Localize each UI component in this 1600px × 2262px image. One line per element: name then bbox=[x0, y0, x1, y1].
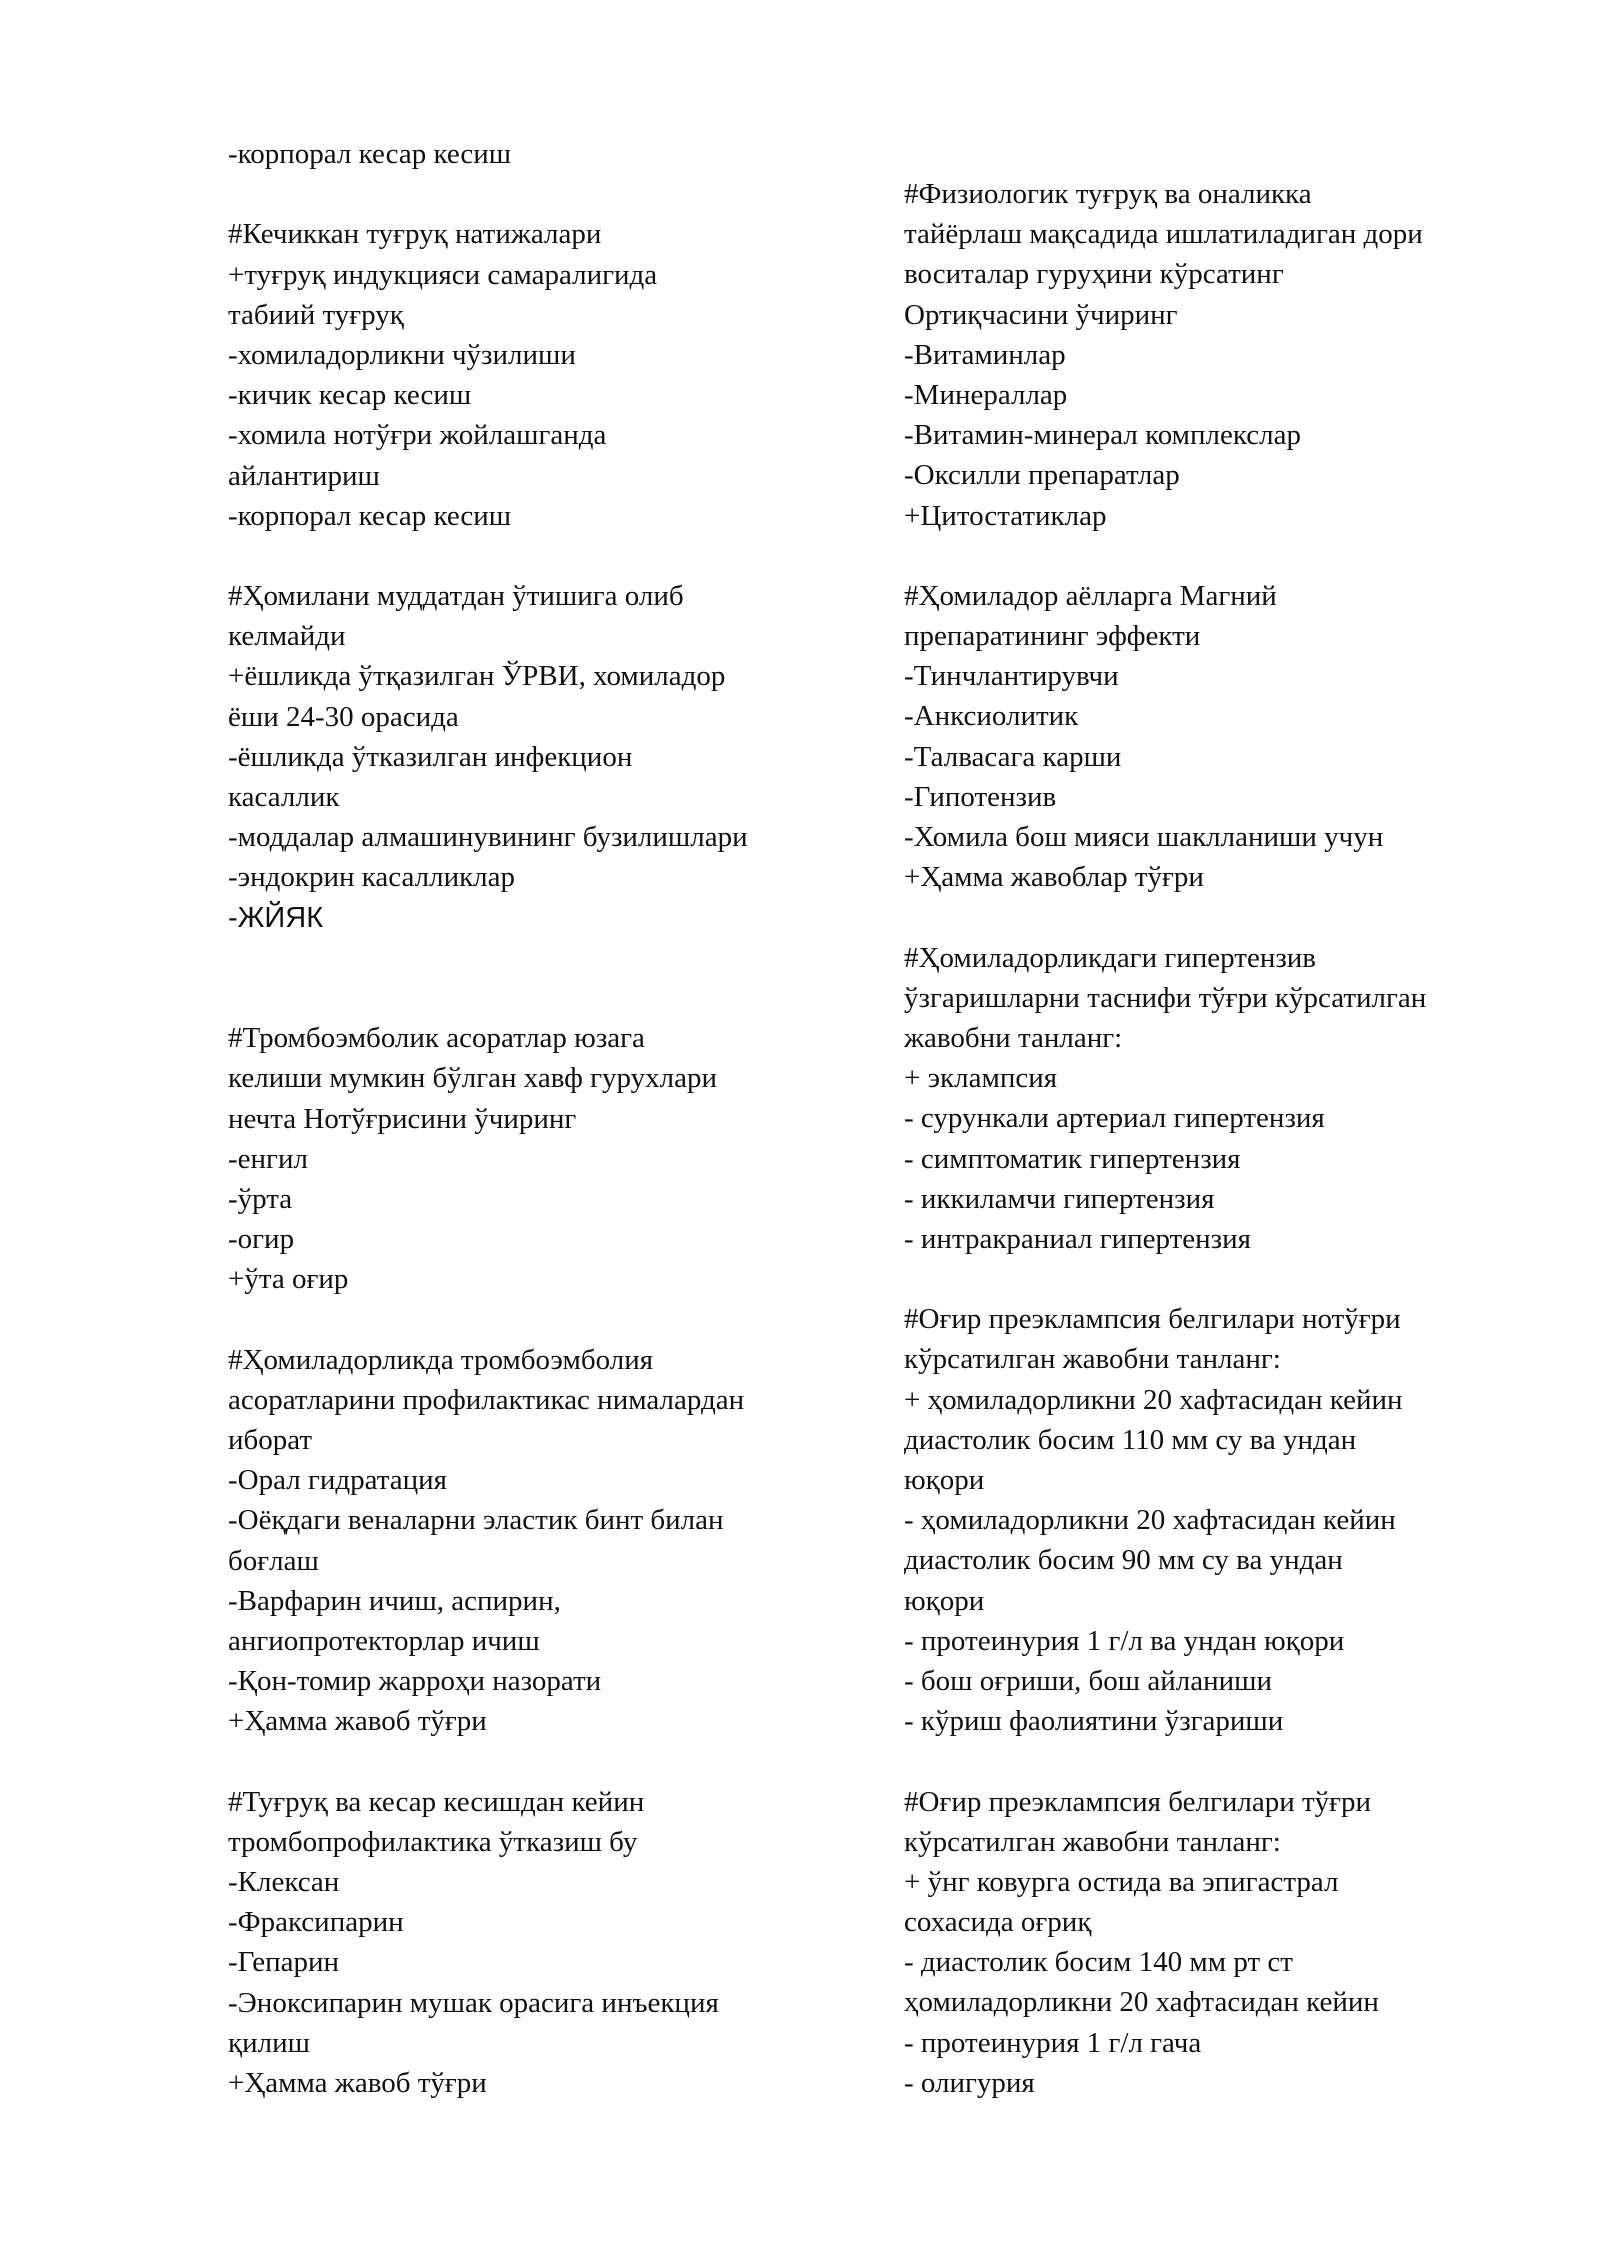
text-line: асоратларини профилактикас нималардан bbox=[228, 1383, 745, 1416]
text-line: табиий туғруқ bbox=[228, 298, 404, 331]
text-line: нечта Нотўғрисини ўчиринг bbox=[228, 1102, 577, 1135]
text-line: +туғруқ индукцияси самаралигида bbox=[228, 258, 658, 291]
text-line: Ортиқчасини ўчиринг bbox=[904, 298, 1178, 331]
text-line: #Тромбоэмболик асоратлар юзага bbox=[228, 1022, 645, 1055]
text-line: -Қон-томир жарроҳи назорати bbox=[228, 1665, 602, 1698]
text-line: - кўриш фаолиятини ўзгариши bbox=[904, 1705, 1284, 1738]
blank-line bbox=[228, 536, 868, 576]
text-line: -Витамин-минерал комплекслар bbox=[904, 419, 1301, 452]
text-line: + ўнг ковурга остида ва эпигастрал bbox=[904, 1865, 1339, 1898]
text-line: -Эноксипарин мушак орасига инъекция bbox=[228, 1986, 719, 2019]
text-line: тромбопрофилактика ўтказиш бу bbox=[228, 1825, 638, 1858]
text-line: +Ҳамма жавоблар тўғри bbox=[904, 861, 1204, 894]
text-line: ангиопротекторлар ичиш bbox=[228, 1624, 540, 1657]
text-line: #Кечиккан туғруқ натижалари bbox=[228, 218, 602, 251]
text-line: -корпорал кесар кесиш bbox=[228, 138, 512, 170]
text-line: -Анксиолитик bbox=[904, 700, 1079, 733]
text-line: -ёшликда ўтказилган инфекцион bbox=[228, 740, 633, 773]
text-line: -Талвасага карши bbox=[904, 740, 1122, 773]
text-line: келиши мумкин бўлган хавф гурухлари bbox=[228, 1062, 718, 1095]
text-line: #Ҳомилани муддатдан ўтишига олиб bbox=[228, 580, 684, 613]
text-line: #Ҳомиладорликдаги гипертензив bbox=[904, 941, 1317, 974]
text-line: -огир bbox=[228, 1223, 295, 1256]
text-line: -ЖЙЯК bbox=[228, 901, 324, 934]
text-line: ҳомиладорликни 20 хафтасидан кейин bbox=[904, 1986, 1379, 2019]
text-line: - диастолик босим 140 мм рт ст bbox=[904, 1946, 1293, 1979]
text-line: ўзгаришларни таснифи тўғри кўрсатилган bbox=[904, 981, 1427, 1014]
text-line: - олигурия bbox=[904, 2066, 1035, 2099]
text-line: -Гепарин bbox=[228, 1946, 340, 1979]
text-line: юқори bbox=[904, 1584, 985, 1617]
blank-line bbox=[904, 1741, 1524, 1781]
text-line: + эклампсия bbox=[904, 1062, 1058, 1095]
text-line: - сурункали артериал гипертензия bbox=[904, 1102, 1325, 1135]
text-line: -Фраксипарин bbox=[228, 1906, 404, 1939]
text-line: -ўрта bbox=[228, 1182, 293, 1215]
blank-line bbox=[904, 897, 1524, 937]
text-line: #Физиологик туғруқ ва оналикка bbox=[904, 178, 1312, 210]
text-line: -Тинчлантирувчи bbox=[904, 660, 1119, 693]
text-line: -кичик кесар кесиш bbox=[228, 379, 472, 412]
text-line: -Минераллар bbox=[904, 378, 1068, 411]
blank-line bbox=[228, 1299, 868, 1339]
text-line: -моддалар алмашинувининг бузилишлари bbox=[228, 821, 748, 854]
text-line: тайёрлаш мақсадида ишлатиладиган дори bbox=[904, 218, 1423, 251]
left-column bbox=[228, 134, 868, 2103]
text-line: препаратининг эффекти bbox=[904, 620, 1201, 653]
text-line: +ўта оғир bbox=[228, 1263, 349, 1296]
text-line: - интракраниал гипертензия bbox=[904, 1222, 1251, 1255]
text-line: боғлаш bbox=[228, 1544, 319, 1577]
text-line: #Ҳомиладорликда тромбоэмболия bbox=[228, 1343, 654, 1376]
text-line: касаллик bbox=[228, 781, 340, 813]
text-line: ёши 24-30 орасида bbox=[228, 700, 459, 733]
text-line: -Гипотензив bbox=[904, 780, 1057, 813]
text-line: -Клексан bbox=[228, 1866, 340, 1899]
text-line: диастолик босим 90 мм су ва ундан bbox=[904, 1544, 1343, 1577]
text-line: - протеинурия 1 г/л гача bbox=[904, 2026, 1202, 2059]
text-line: -Оёқдаги веналарни эластик бинт билан bbox=[228, 1504, 724, 1537]
text-line: жавобни танланг: bbox=[904, 1021, 1123, 1054]
text-line: +Ҳамма жавоб тўғри bbox=[228, 2067, 487, 2099]
blank-line bbox=[228, 1742, 868, 1782]
text-line: -Витаминлар bbox=[904, 338, 1066, 371]
text-line: - протеинурия 1 г/л ва ундан юқори bbox=[904, 1624, 1345, 1657]
text-line: -Орал гидратация bbox=[228, 1464, 448, 1497]
text-line: диастолик босим 110 мм су ва ундан bbox=[904, 1423, 1357, 1456]
text-line: - бош оғриши, бош айланиши bbox=[904, 1664, 1272, 1697]
text-line: #Ҳомиладор аёлларга Магний bbox=[904, 579, 1277, 612]
blank-line bbox=[228, 174, 868, 214]
text-line: иборат bbox=[228, 1424, 313, 1456]
text-line: -енгил bbox=[228, 1142, 308, 1175]
text-line: кўрсатилган жавобни танланг: bbox=[904, 1825, 1281, 1858]
text-line: келмайди bbox=[228, 620, 346, 653]
text-line: -Хомила бош мияси шаклланиши учун bbox=[904, 821, 1384, 853]
text-line: - симптоматик гипертензия bbox=[904, 1142, 1241, 1175]
text-line: -Варфарин ичиш, аспирин, bbox=[228, 1584, 561, 1617]
text-line: - ҳомиладорликни 20 хафтасидан кейин bbox=[904, 1504, 1396, 1537]
blank-line bbox=[904, 1259, 1524, 1299]
text-line: воситалар гуруҳини кўрсатинг bbox=[904, 258, 1284, 291]
text-line: сохасида оғриқ bbox=[904, 1906, 1092, 1939]
text-line: - иккиламчи гипертензия bbox=[904, 1182, 1215, 1215]
text-line: #Оғир преэклампсия белгилари тўғри bbox=[904, 1785, 1372, 1818]
blank-line bbox=[904, 536, 1524, 576]
text-line: -хомила нотўғри жойлашганда bbox=[228, 419, 607, 452]
text-line: #Оғир преэклампсия белгилари нотўғри bbox=[904, 1303, 1401, 1336]
text-line: юқори bbox=[904, 1464, 985, 1496]
text-line: +ёшликда ўтқазилган ЎРВИ, хомиладор bbox=[228, 660, 726, 693]
right-column bbox=[904, 174, 1524, 2103]
text-line: айлантириш bbox=[228, 459, 380, 492]
text-line: #Туғруқ ва кесар кесишдан кейин bbox=[228, 1785, 645, 1818]
blank-line bbox=[228, 978, 868, 1018]
text-line: қилиш bbox=[228, 2026, 310, 2059]
text-line: +Цитостатиклар bbox=[904, 499, 1107, 532]
text-line: -корпорал кесар кесиш bbox=[228, 499, 512, 532]
text-line: -Оксилли препаратлар bbox=[904, 459, 1180, 492]
text-line: -эндокрин касалликлар bbox=[228, 861, 516, 894]
text-line: +Ҳамма жавоб тўғри bbox=[228, 1705, 487, 1738]
text-line: + ҳомиладорликни 20 хафтасидан кейин bbox=[904, 1383, 1403, 1416]
text-line: кўрсатилган жавобни танланг: bbox=[904, 1343, 1281, 1376]
text-line: -хомиладорликни чўзилиши bbox=[228, 338, 576, 371]
blank-line bbox=[228, 938, 868, 978]
